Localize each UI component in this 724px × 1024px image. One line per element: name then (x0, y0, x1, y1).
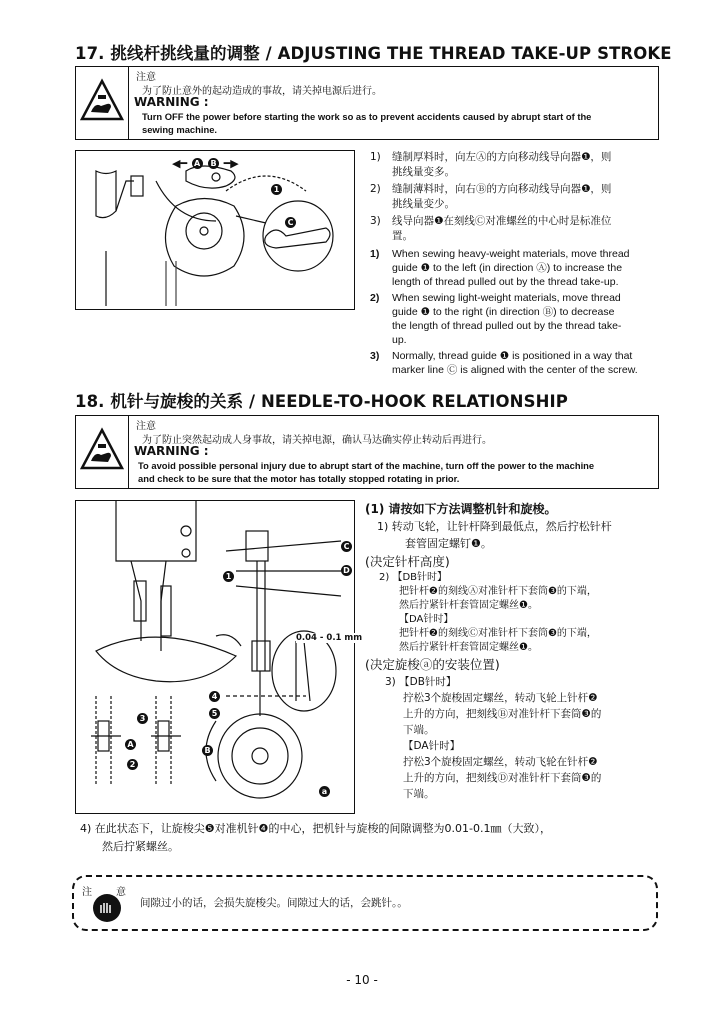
da-line-a: 把针杆❷的刻线Ⓒ对准针杆下套筒❸的下端， (399, 628, 597, 639)
warning-zh-text: 为了防止突然起动成人身事故，请关掉电源，确认马达确实停止转动后再进行。 (142, 435, 492, 446)
direction-arrows: ◀━ A B ━▶ (172, 157, 239, 170)
zh-item-2: 2) 缝制薄料时，向右Ⓑ的方向移动线导向器❶，则 挑线量变少。 (370, 183, 612, 210)
callout-hook-a: a (319, 786, 330, 797)
da-label: 【DA针时】 (399, 614, 454, 625)
warning-en-text-1: To avoid possible personal injury due to abrupt start of the machine, turn off the power to the machine (138, 460, 595, 471)
warning-icon-box (76, 67, 129, 139)
step3-number: 3) (385, 676, 396, 688)
callout-2-left: 2 (127, 759, 138, 770)
caution-icon (82, 881, 132, 925)
callout-A-left: A (125, 739, 136, 750)
db2-line-b: 上升的方向，把刻线Ⓑ对准针杆下套筒❸的 (403, 708, 602, 720)
callout-thread-guide: 1 (271, 184, 282, 195)
da2-line-a: 拧松3个旋梭固定螺丝，转动飞轮在针杆❷ (403, 756, 598, 768)
callout-4: 4 (209, 691, 220, 702)
db-line-b: 然后拧紧针杆套管固定螺丝❶。 (399, 600, 538, 611)
db2-line-c: 下端。 (403, 724, 435, 736)
callout-3-left: 3 (137, 713, 148, 724)
zh-item-1: 1) 缝制厚料时，向左Ⓐ的方向移动线导向器❶，则 挑线量变多。 (370, 151, 612, 178)
hazard-hand-warning-icon (76, 67, 128, 139)
da2-label: 【DA针时】 (403, 740, 461, 752)
thread-take-up-diagram (76, 151, 354, 309)
needle-to-hook-diagram (76, 501, 354, 813)
step2-block (365, 571, 665, 655)
callout-B-right: B (202, 745, 213, 756)
step3-block (365, 674, 665, 802)
callout-5: 5 (209, 708, 220, 719)
section18-title: 18. 机针与旋梭的关系 / NEEDLE-TO-HOOK RELATIONSHIP (75, 392, 568, 411)
caution-label-right: 意 (116, 887, 126, 898)
step4-line-2: 然后拧紧螺丝。 (102, 840, 179, 853)
caution-box (72, 875, 658, 931)
heading-needle-height: (决定针杆高度) (365, 554, 450, 569)
warning-en-text-1: Turn OFF the power before starting the work so as to prevent accidents caused by abrupt start of the (142, 111, 592, 122)
step4-text (80, 820, 551, 856)
db-label: 【DB针时】 (392, 572, 448, 583)
section18-steps (365, 500, 665, 802)
callout-C: C (341, 541, 352, 552)
section17-warning-box (75, 66, 659, 140)
step1-line-b: 套管固定螺钉❶。 (405, 537, 492, 550)
callout-marker-line: C (285, 217, 296, 228)
caution-hand-icon (92, 893, 122, 923)
warning-en-label: WARNING : (134, 95, 209, 109)
da-line-b: 然后拧紧针杆套管固定螺丝❶。 (399, 642, 538, 653)
en-item-1: 1) When sewing heavy-weight materials, move thread guide ❶ to the left (in direction Ⓐ) to increase the length of thread pulled out by the thread take-up. (370, 248, 630, 288)
heading-hook-position: (决定旋梭ⓐ的安装位置) (365, 657, 500, 672)
section18-warning-box (75, 415, 659, 489)
warning-en-label: WARNING : (134, 444, 209, 458)
db2-label: 【DB针时】 (399, 676, 457, 688)
thread-guide-figure (75, 150, 355, 310)
warning-zh-text: 为了防止意外的起动造成的事故，请关掉电源后进行。 (142, 86, 382, 97)
warning-icon-box (76, 416, 129, 488)
needle-hook-figure (75, 500, 363, 814)
da2-line-b: 上升的方向，把刻线Ⓓ对准针杆下套筒❸的 (403, 772, 602, 784)
db2-line-a: 拧松3个旋梭固定螺丝，转动飞轮上针杆❷ (403, 692, 598, 704)
db-line-a: 把针杆❷的刻线Ⓐ对准针杆下套筒❸的下端， (399, 586, 597, 597)
caution-text: 间隙过小的话，会损失旋梭尖。间隙过大的话，会跳针。。 (140, 897, 408, 909)
caution-label-left: 注 (82, 887, 92, 898)
step2-number: 2) (379, 572, 390, 583)
section17-title: 17. 挑线杆挑线量的调整 / ADJUSTING THE THREAD TAKE-UP STROKE (75, 44, 672, 63)
da2-line-c: 下端。 (403, 788, 435, 800)
page-number: - 10 - (346, 973, 378, 987)
step1-line-a: 1) 转动飞轮，让针杆降到最低点，然后拧松针杆 (377, 520, 612, 533)
callout-1: 1 (223, 571, 234, 582)
hazard-hand-warning-icon (76, 416, 128, 488)
section17-zh-list (370, 150, 660, 246)
en-item-2: 2) When sewing light-weight materials, move thread guide ❶ to the right (in direction Ⓑ) to decrease the length of thread pulled out by the thread take- up. (370, 292, 622, 346)
section17-en-list (370, 247, 665, 379)
step1-title: (1) 请按如下方法调整机针和旋梭。 (365, 502, 557, 516)
en-item-3: 3) Normally, thread guide ❶ is positioned in a way that marker line Ⓒ is aligned with the center of the screw. (370, 350, 638, 376)
gap-label: 0.04 - 0.1 mm (296, 633, 363, 643)
warning-zh-label: 注意 (136, 421, 156, 432)
callout-D: D (341, 565, 352, 576)
warning-en-text-2: and check to be sure that the motor has totally stopped rotating in prior. (138, 473, 460, 484)
zh-item-3: 3) 线导向器❶在刻线Ⓒ对准螺丝的中心时是标准位 置。 (370, 215, 612, 242)
warning-en-text-2: sewing machine. (142, 124, 218, 135)
warning-zh-label: 注意 (136, 72, 156, 83)
step4-line-1: 4) 在此状态下，让旋梭尖❺对准机针❹的中心，把机针与旋梭的间隙调整为0.01-0.1㎜（大致）， (80, 822, 551, 835)
